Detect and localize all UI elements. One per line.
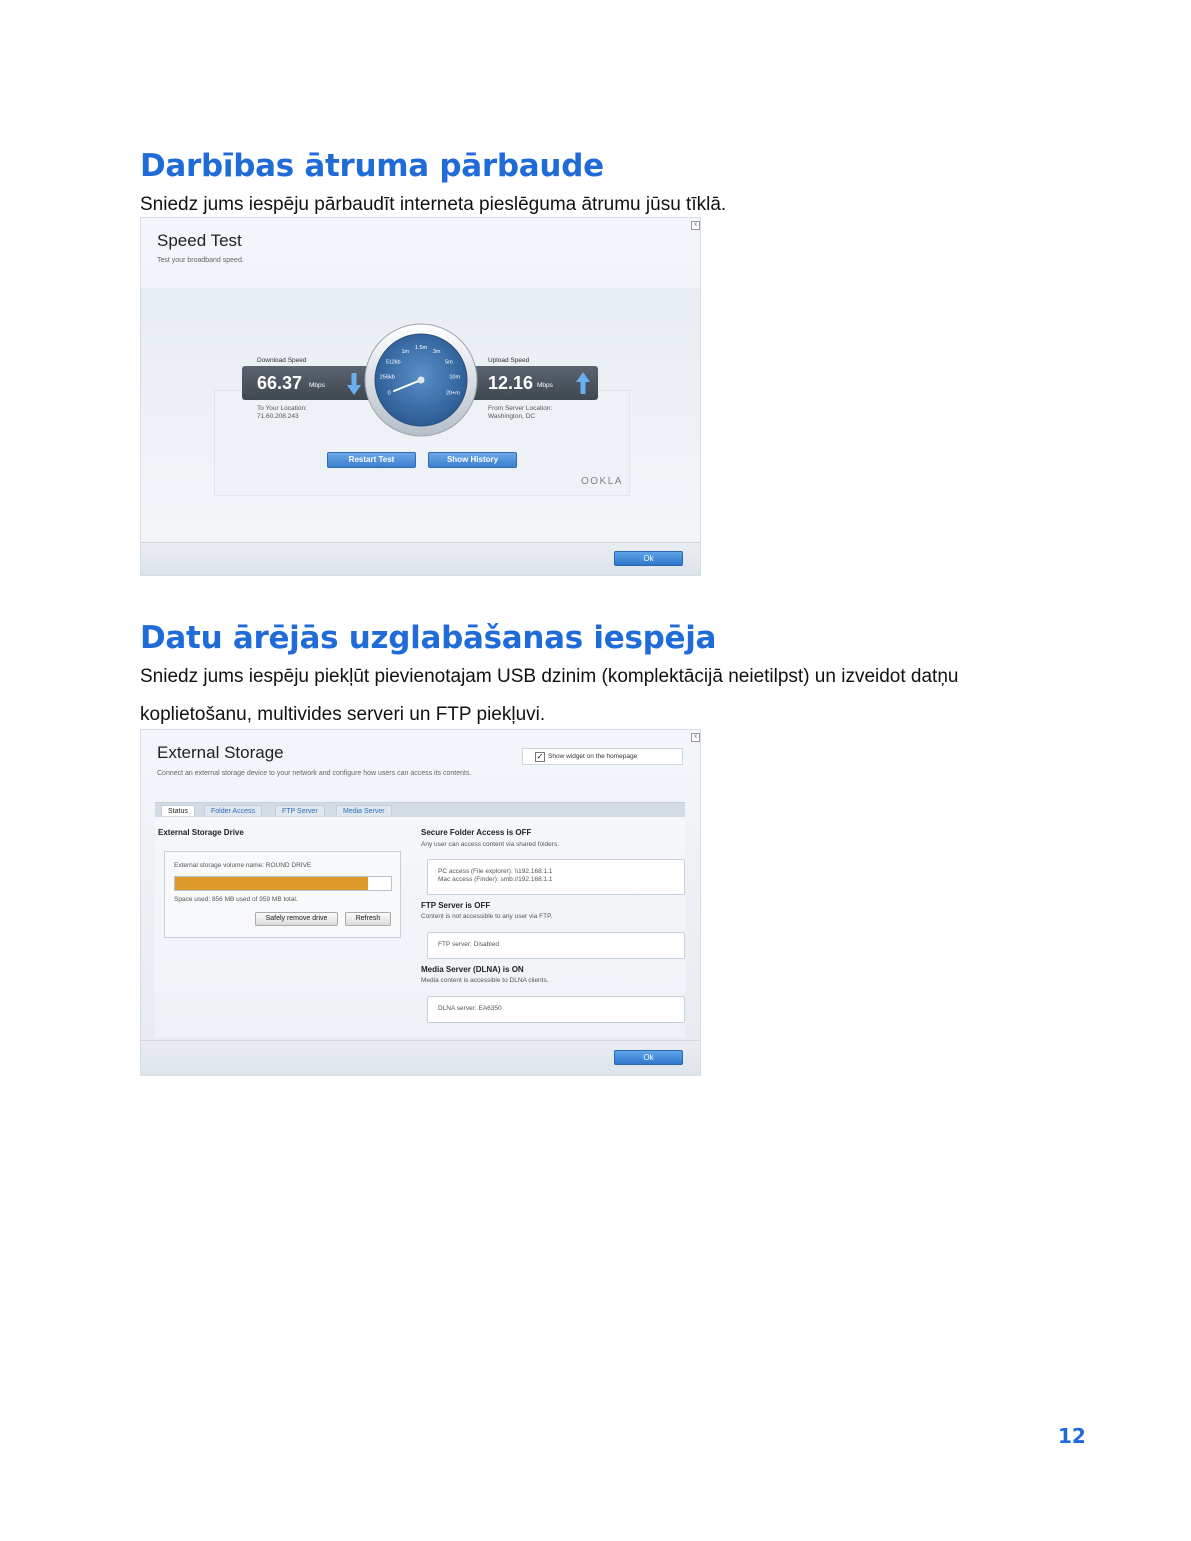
- upload-value: 12.16: [488, 373, 534, 393]
- download-value: 66.37: [257, 373, 303, 393]
- gauge-tick-label: 5m: [445, 359, 453, 366]
- gauge-tick-label: 3m: [432, 348, 441, 355]
- safely-remove-drive-button[interactable]: Safely remove drive: [255, 912, 338, 926]
- download-label: Download Speed: [257, 357, 307, 364]
- drive-heading: External Storage Drive: [158, 828, 244, 837]
- secure-folder-box: [427, 859, 685, 895]
- dlna-status: DLNA server: EA6350: [438, 1005, 502, 1012]
- secure-folder-heading: Secure Folder Access is OFF: [421, 828, 532, 837]
- download-location: 71.60.208.243: [257, 413, 299, 420]
- storage-usage-fill: [175, 877, 368, 890]
- section-heading-external-storage: Datu ārējās uzglabāšanas iespēja: [140, 620, 717, 656]
- pc-access: PC access (File explorer): \\192.168.1.1: [438, 868, 553, 875]
- download-location-label: To Your Location:: [257, 405, 307, 412]
- space-used: Space used: 856 MB used of 959 MB total.: [174, 896, 298, 903]
- upload-label: Upload Speed: [488, 357, 530, 364]
- gauge-hub: [418, 377, 425, 384]
- page-number: 12: [1058, 1424, 1086, 1448]
- download-unit: Mbps: [309, 382, 325, 389]
- upload-location-label: From Server Location:: [488, 405, 553, 412]
- close-icon[interactable]: x: [691, 733, 700, 742]
- speed-gauge: [364, 323, 478, 437]
- arrow-down-icon: [347, 373, 361, 395]
- restart-test-button[interactable]: Restart Test: [327, 452, 416, 468]
- panel-subtitle: Test your broadband speed.: [157, 257, 244, 264]
- ftp-heading: FTP Server is OFF: [421, 901, 491, 910]
- upload-unit: Mbps: [537, 382, 553, 389]
- gauge-tick-label: 256kb: [379, 374, 395, 381]
- gauge-tick-label: 0: [387, 390, 391, 397]
- mac-access: Mac access (Finder): smb://192.168.1.1: [438, 876, 553, 883]
- ok-button[interactable]: Ok: [614, 551, 683, 566]
- ftp-sub: Content is not accessible to any user via FTP.: [421, 913, 553, 920]
- tab-folder-access[interactable]: Folder Access: [204, 805, 262, 816]
- show-widget-label: Show widget on the homepage: [548, 753, 638, 760]
- ftp-status-box: [427, 932, 685, 959]
- panel-subtitle: Connect an external storage device to your network and configure how users can access its contents.: [157, 770, 472, 777]
- gauge-tick-label: 1m: [401, 348, 410, 355]
- gauge-tick-label: 20+m: [445, 390, 460, 397]
- drive-box: [164, 851, 401, 938]
- close-icon[interactable]: x: [691, 221, 700, 230]
- panel-title: External Storage: [157, 743, 284, 762]
- panel-title: Speed Test: [157, 231, 242, 250]
- gauge-tick-label: 10m: [449, 374, 461, 381]
- section-text-speed-test: Sniedz jums iespēju pārbaudīt interneta pieslēguma ātrumu jūsu tīklā.: [140, 194, 727, 215]
- show-widget-option[interactable]: [522, 748, 683, 765]
- ok-button[interactable]: Ok: [614, 1050, 683, 1065]
- storage-usage-bar: [174, 876, 392, 891]
- media-sub: Media content is accessible to DLNA clients.: [421, 977, 549, 984]
- secure-folder-sub: Any user can access content via shared folders.: [421, 841, 560, 848]
- checkbox-checked-icon[interactable]: ✓: [536, 752, 544, 761]
- upload-location: Washington, DC: [488, 413, 536, 420]
- ookla-logo: OOKLA: [581, 476, 623, 487]
- tab-ftp-server[interactable]: FTP Server: [275, 805, 325, 816]
- ftp-status: FTP server: Disabled: [438, 941, 499, 948]
- tab-status[interactable]: Status: [161, 805, 195, 816]
- gauge-tick-label: 512kb: [385, 359, 401, 366]
- show-history-button[interactable]: Show History: [428, 452, 517, 468]
- gauge-tick-label: 1.5m: [414, 345, 428, 351]
- section-heading-speed-test: Darbības ātruma pārbaude: [140, 148, 604, 184]
- arrow-up-icon: [576, 372, 590, 394]
- media-heading: Media Server (DLNA) is ON: [421, 965, 524, 974]
- upload-readout: [463, 366, 598, 400]
- section-text-line-1: Sniedz jums iespēju piekļūt pievienotajam USB dzinim (komplektācijā neietilpst) un izveidot datņu: [140, 666, 959, 687]
- media-status-box: [427, 996, 685, 1023]
- refresh-button[interactable]: Refresh: [345, 912, 391, 926]
- tab-media-server[interactable]: Media Server: [336, 805, 392, 816]
- volume-name: External storage volume name: ROUND DRIVE: [174, 862, 312, 869]
- external-storage-panel: [140, 729, 701, 1076]
- download-readout: [242, 366, 377, 400]
- section-text-line-2: koplietošanu, multivides serveri un FTP piekļuvi.: [140, 704, 546, 725]
- speed-test-panel: [140, 217, 701, 576]
